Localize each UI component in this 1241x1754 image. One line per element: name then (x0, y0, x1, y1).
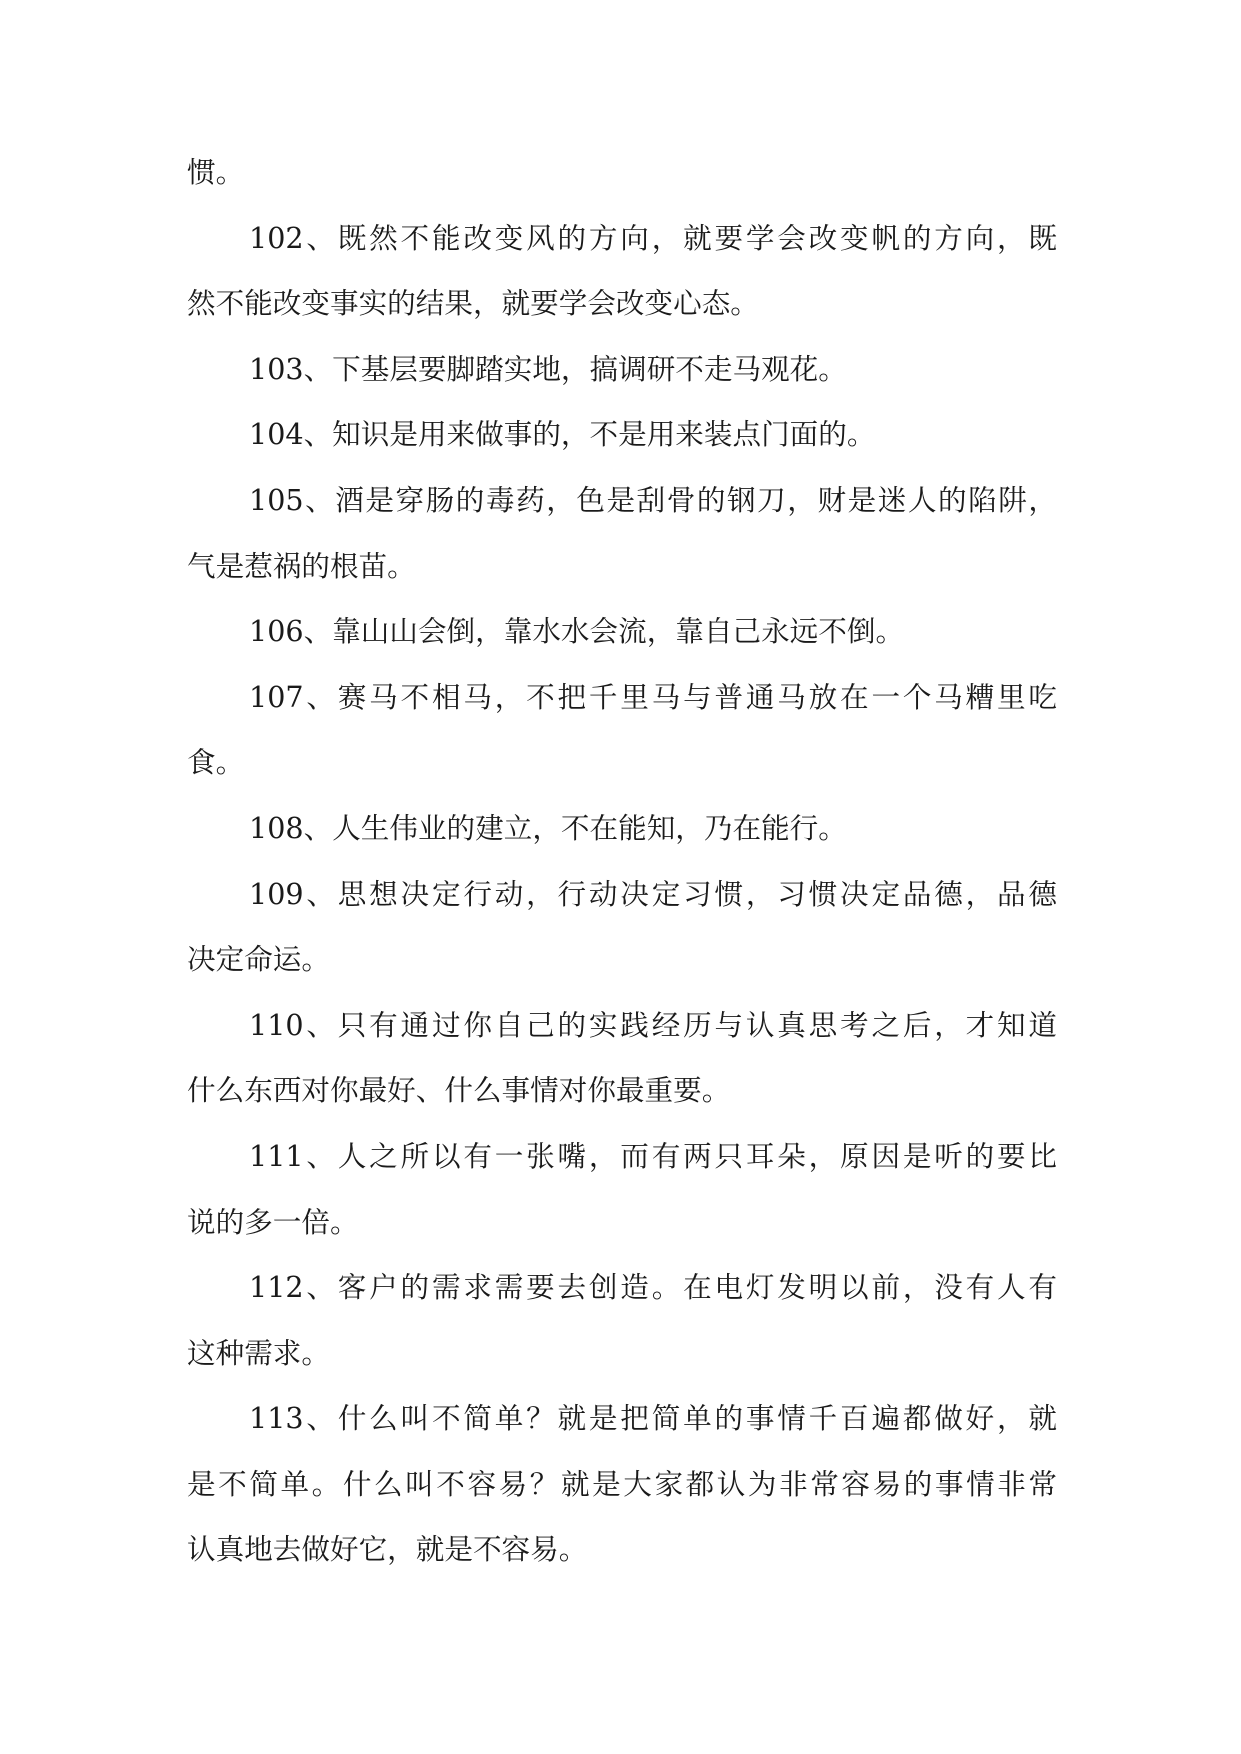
text-line: 说的多一倍。 (187, 1204, 359, 1239)
text-line: 113、什么叫不简单？就是把简单的事情千百遍都做好，就 (249, 1401, 1057, 1436)
text-line: 这种需求。 (187, 1335, 330, 1370)
text-line: 110、只有通过你自己的实践经历与认真思考之后，才知道 (249, 1007, 1057, 1042)
document-body (187, 152, 1057, 1595)
text-line: 103、下基层要脚踏实地，搞调研不走马观花。 (249, 351, 847, 386)
text-line: 决定命运。 (187, 942, 330, 977)
text-line: 112、客户的需求需要去创造。在电灯发明以前，没有人有 (249, 1270, 1057, 1305)
text-line: 108、人生伟业的建立，不在能知，乃在能行。 (249, 810, 847, 845)
text-line: 104、知识是用来做事的，不是用来装点门面的。 (249, 417, 876, 452)
text-line: 然不能改变事实的结果，就要学会改变心态。 (187, 286, 759, 321)
text-line: 107、赛马不相马，不把千里马与普通马放在一个马糟里吃 (249, 679, 1057, 714)
text-line: 气是惹祸的根苗。 (187, 548, 416, 583)
text-line: 106、靠山山会倒，靠水水会流，靠自己永远不倒。 (249, 614, 905, 649)
text-line: 食。 (187, 745, 245, 780)
text-line: 什么东西对你最好、什么事情对你最重要。 (187, 1073, 731, 1108)
text-line: 是不简单。什么叫不容易？就是大家都认为非常容易的事情非常 (187, 1466, 1057, 1501)
text-line: 102、既然不能改变风的方向，就要学会改变帆的方向，既 (249, 220, 1057, 255)
text-line: 111、人之所以有一张嘴，而有两只耳朵，原因是听的要比 (249, 1138, 1057, 1173)
text-line: 105、酒是穿肠的毒药，色是刮骨的钢刀，财是迷人的陷阱， (249, 482, 1057, 517)
text-line: 109、思想决定行动，行动决定习惯，习惯决定品德，品德 (249, 876, 1057, 911)
text-line: 惯。 (187, 155, 245, 189)
text-line: 认真地去做好它，就是不容易。 (187, 1532, 588, 1567)
